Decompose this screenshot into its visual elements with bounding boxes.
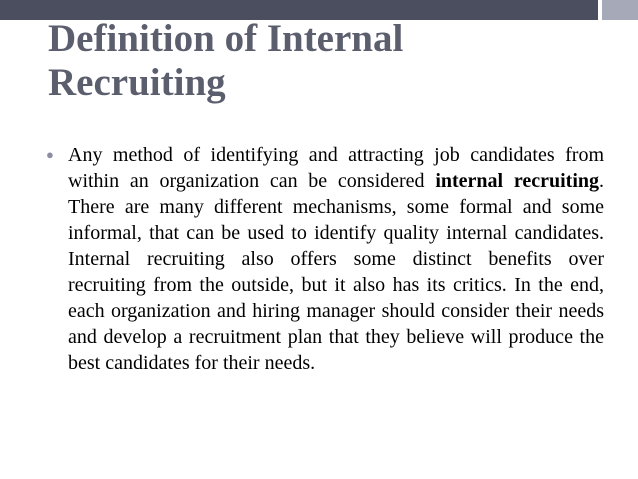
slide-title [48, 17, 608, 105]
bullet-dot-icon: ● [46, 147, 54, 162]
bullet-list [44, 142, 604, 376]
bullet-text-end: . There are many different mechanisms, some formal and some informal, that can be used to identify quality internal candidates. Internal recruiting also offers some distinct benefits over recruiting from the outside, but it also has its critics. In the end, each organization and hiring manager should consider their needs and develop a recruitment plan that they believe will produce the best candidates for their needs. [68, 170, 604, 374]
bullet-emphasis: internal recruiting [435, 170, 599, 192]
slide-title-line-2: Recruiting [48, 61, 226, 104]
slide-title-line-1: Definition of Internal [48, 17, 404, 60]
bullet-text-start: Any method of identifying and attracting job candidates from within an organization can be considered [68, 144, 604, 192]
bullet-item [44, 142, 604, 376]
